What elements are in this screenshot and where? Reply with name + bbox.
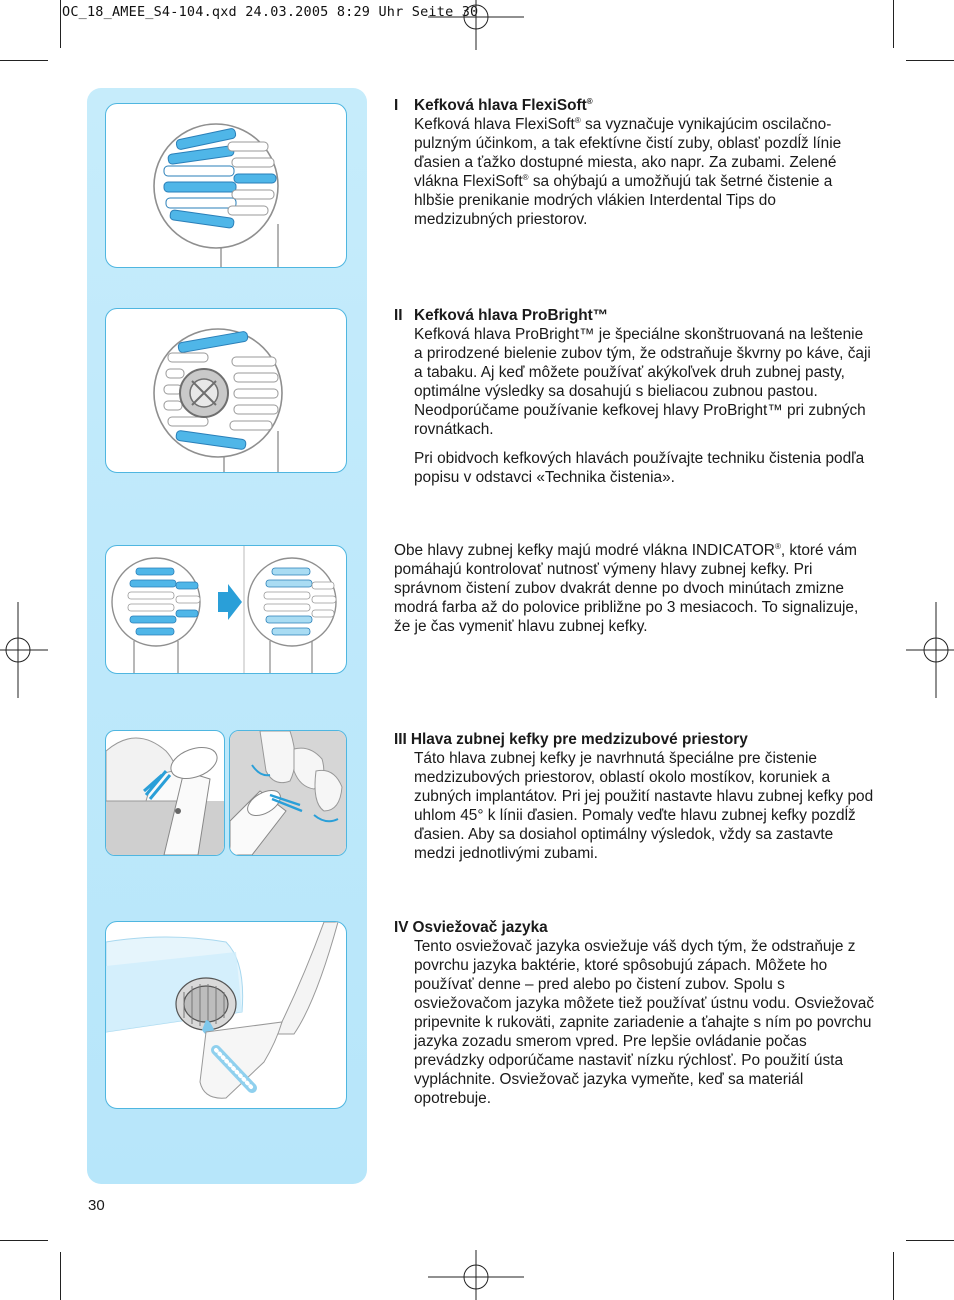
interdental-angle-illustration: [105, 730, 225, 856]
section-flexisoft: [394, 96, 874, 229]
section-title: III Hlava zubnej kefky pre medzizubové priestory: [394, 731, 748, 748]
section-indicator: [394, 541, 874, 636]
registration-mark-icon: [428, 1250, 524, 1300]
page-number: 30: [88, 1197, 105, 1214]
section-number: IV: [394, 919, 409, 936]
crop-mark: [893, 1252, 894, 1300]
section-body-2: Pri obidvoch kefkových hlavách používajte techniku čistenia podľa popisu v odstavci «Technika čistenia».: [414, 450, 865, 486]
tongue-cleaner-illustration: [105, 921, 347, 1109]
flexisoft-head-illustration: [105, 103, 347, 268]
section-body: Kefková hlava ProBright™ je špeciálne skonštruovaná na leštenie a prirodzené bielenie zubov tým, že odstraňuje škvrny po káve, čaji a tabaku. Aj keď môžete používať akýkoľvek druh zubnej pasty, optimálne výsledky sa dosahujú s bieliacou zubnou pastou. Neodporúčame používanie kefkovej hlavy ProBright™ pri zubných rovnátkach.: [414, 326, 871, 438]
indicator-body: Obe hlavy zubnej kefky majú modré vlákna INDICATOR®, ktoré vám pomáhajú kontrolovať nutnosť výmeny hlavy zubnej kefky. Pri správnom čistení zubov dvakrát denne po dvoch minútach zmizne modrá farba až do polovice približne po 3 mesiacoch. To signalizuje, že je čas vymeniť hlavu zubnej kefky.: [394, 541, 859, 635]
section-body: Táto hlava zubnej kefky je navrhnutá špeciálne pre čistenie medzizubových priestorov, oblastí okolo mostíkov, koruniek a zubných implantátov. Pri jej použití nastavte hlavu zubnej kefky pod uhlom 45° k línii ďasien. Pomaly veďte hlavu zubnej kefky pozdĺž ďasien. Aby sa dosiahol optimálny výsledok, vždy sa zastavte medzi jednotlivými zubami.: [414, 750, 874, 862]
section-title: II Kefková hlava ProBright™: [394, 307, 609, 324]
section-tongue-cleaner: [394, 918, 874, 1108]
section-body: Tento osviežovač jazyka osviežuje váš dych tým, že odstraňuje z povrchu jazyka baktérie, ktoré spôsobujú zápach. Môžete ho používať denne – pred alebo po čistení zubov. Spolu s osviežovačom jazyka môžete tiež používať ústnu vodu. Osviežovač pripevnite k rukoväti, zapnite zariadenie a ťahajte s ním po povrchu jazyka zozadu smerom vpred. Pre lepšie ovládanie počas prevádzky odporúčame nastaviť nízku rýchlosť. Po použití ústa vypláchnite. Osviežovač jazyka vymeňte, keď sa materiál opotrebuje.: [414, 938, 875, 1107]
registration-mark-icon: [428, 0, 524, 50]
indicator-bristles-illustration: [105, 545, 347, 674]
crop-mark: [60, 1252, 61, 1300]
section-title: IV Osviežovač jazyka: [394, 919, 548, 936]
registration-mark-icon: [906, 602, 954, 698]
crop-mark: [893, 0, 894, 48]
crop-mark: [60, 0, 61, 48]
crop-mark: [0, 1240, 48, 1241]
crop-mark: [906, 60, 954, 61]
arrow-right-icon: [218, 584, 242, 620]
section-title: I Kefková hlava FlexiSoft®: [394, 96, 593, 114]
section-number: I: [394, 97, 399, 114]
crop-mark: [0, 60, 48, 61]
print-slug: OC_18_AMEE_S4-104.qxd 24.03.2005 8:29 Uhr Seite 30: [62, 4, 479, 20]
registration-mark-icon: [0, 602, 48, 698]
section-interdental: [394, 730, 874, 863]
section-number: III: [394, 731, 407, 748]
section-body: Kefková hlava FlexiSoft® sa vyznačuje vynikajúcim oscilačno-pulzným účinkom, a tak efektívne čistí zuby, oblasť pozdĺž línie ďasien a ťažko dostupné miesta, ako napr. Za zubami. Zelené vlákna FlexiSoft® sa ohýbajú a umožňujú tak šetrné čistenie a hlbšie prenikanie modrých vlákien Interdental Tips do medzizubných priestorov.: [414, 115, 842, 228]
probright-head-illustration: [105, 308, 347, 473]
crop-mark: [906, 1240, 954, 1241]
interdental-movement-illustration: [229, 730, 347, 856]
section-number: II: [394, 307, 403, 324]
section-probright: [394, 306, 874, 487]
